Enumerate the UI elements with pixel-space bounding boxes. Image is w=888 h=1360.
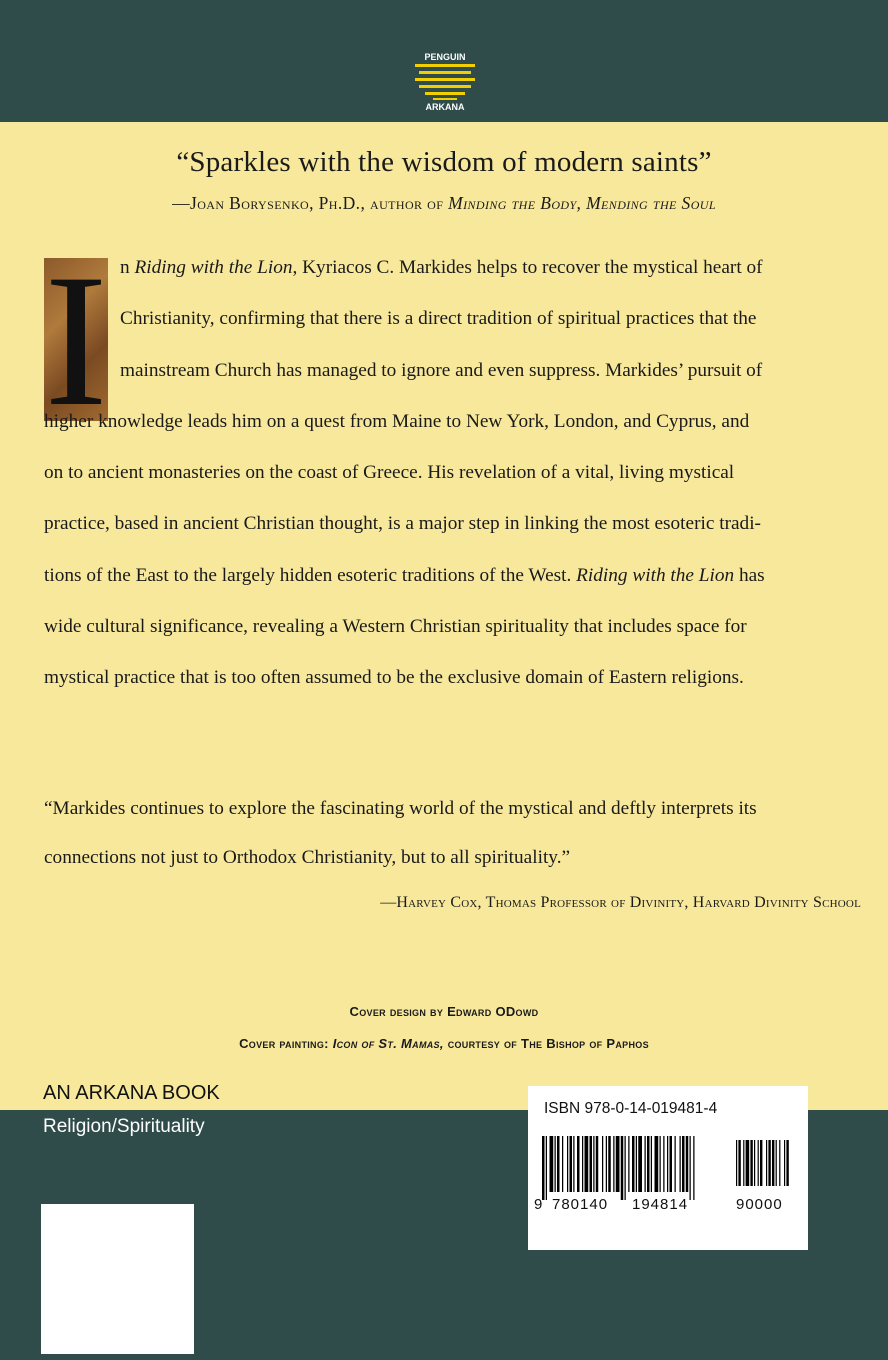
barcode-bar [675,1136,676,1192]
barcode-addon-digits: 90000 [736,1196,783,1213]
barcode-bar [557,1136,560,1192]
description-line: on to ancient monasteries on the coast of Greece. His revelation of a vital, living mystical [44,462,735,484]
description-line: wide cultural significance, revealing a Western Christian spirituality that includes space for [44,616,747,638]
barcode-bar [577,1136,580,1192]
description-line: mainstream Church has managed to ignore and even suppress. Markides’ pursuit of [120,359,763,381]
cover-design-credit: Cover design by Edward ODowd [349,1004,539,1019]
barcode-bar [682,1136,685,1192]
barcode-bar [638,1136,642,1192]
barcode-right-digits: 194814 [632,1196,689,1213]
book-title: Riding with the Lion [134,257,293,278]
description-line [44,242,861,293]
barcode-addon-bar [768,1140,770,1186]
price-sticker-area [41,1204,194,1354]
attribution-author: —Joan Borysenko, Ph.D., author of [172,193,449,213]
line-text: tions of the East to the largely hidden esoteric traditions of the West. [44,564,577,586]
tagline-quote: “Sparkles with the wisdom of modern saints” [176,146,712,178]
barcode-bar [570,1136,573,1192]
barcode-bar [546,1136,547,1200]
barcode-bar [680,1136,681,1192]
barcode-bar [663,1136,664,1192]
barcode-bar [621,1136,624,1200]
barcode-bar [693,1136,694,1200]
barcode-bar [670,1136,673,1192]
barcode-addon-bar [772,1140,774,1186]
barcode-first-digit: 9 [534,1196,543,1213]
description-line: higher knowledge leads him on a quest from Maine to New York, London, and Cyprus, and [44,410,750,432]
barcode-addon-bar [746,1140,750,1186]
harvey-cox-attribution: —Harvey Cox, Thomas Professor of Divinity, Harvard Divinity School [380,894,861,911]
cover-painting-credit [0,1028,888,1060]
harvey-cox-quote [44,784,861,882]
barcode-addon-bar [754,1140,755,1186]
barcode-bar [655,1136,659,1192]
barcode-bar [555,1136,556,1192]
credit-label: Cover painting: [239,1036,333,1051]
line-text: has [734,564,765,586]
attribution-book-title: Minding the Body, Mending the Soul [448,193,716,213]
barcode-label [528,1086,808,1250]
description-line: mystical practice that is too often assumed to be the exclusive domain of Eastern religions. [44,667,744,689]
description-line: Christianity, confirming that there is a direct tradition of spiritual practices that the [120,308,757,330]
barcode-bar [593,1136,594,1192]
barcode-addon-bar [776,1140,777,1186]
drop-cap-letter: I [44,236,108,446]
barcode-bar [573,1136,574,1192]
painting-title: Icon of St. Mamas, [332,1036,444,1051]
barcode-icon [538,1136,798,1200]
line-text: , Kyriacos C. Markides helps to recover the mystical heart of [292,257,763,278]
logo-arkana-text: ARKANA [425,102,465,112]
barcode-bar [567,1136,568,1192]
penguin-arkana-logo [405,42,485,114]
credit-source: courtesy of The Bishop of Paphos [443,1036,649,1051]
cover-credits [0,996,888,1060]
barcode-bar [667,1136,668,1192]
barcode-bar [686,1136,689,1192]
top-band [0,0,888,122]
barcode-addon-bar [736,1140,737,1186]
barcode-bar [628,1136,629,1192]
book-title: Riding with the Lion [576,564,735,586]
logo-penguin-text: PENGUIN [424,52,466,62]
category-label: Religion/Spirituality [43,1116,205,1137]
description-line [44,550,861,601]
barcode-bar [690,1136,691,1200]
barcode-addon-bar [758,1140,759,1186]
barcode-bar [596,1136,599,1192]
barcode-bar [613,1136,614,1192]
barcode-bar [608,1136,611,1192]
barcode-bar [651,1136,652,1192]
barcode-bar [616,1136,620,1192]
barcode-addon-bar [766,1140,767,1186]
barcode-bar [606,1136,607,1192]
barcode-bar [632,1136,635,1192]
isbn-text: ISBN 978-0-14-019481-4 [544,1100,718,1117]
publisher-line: AN ARKANA BOOK [43,1082,220,1104]
barcode-bar [625,1136,626,1200]
tagline-attribution [0,193,888,214]
book-description [44,236,861,704]
barcode-bar [660,1136,661,1192]
line-text: n [120,257,135,278]
barcode-addon-bar [750,1140,752,1186]
quote-line: connections not just to Orthodox Christianity, but to all spirituality.” [44,847,571,868]
barcode-addon-bar [786,1140,788,1186]
quote-line: “Markides continues to explore the fascinating world of the mystical and deftly interprets its [44,798,757,819]
barcode-bar [636,1136,637,1192]
barcode-bar [550,1136,554,1192]
barcode-bar [542,1136,545,1200]
barcode-bar [590,1136,593,1192]
barcode-addon-bar [779,1140,780,1186]
barcode-addon-bar [743,1140,744,1186]
barcode-bar [647,1136,650,1192]
barcode-bar [582,1136,583,1192]
barcode-addon-bar [760,1140,762,1186]
barcode-left-digits: 780140 [552,1196,609,1213]
barcode-addon-bar [738,1140,740,1186]
barcode-bar [602,1136,603,1192]
barcode-bar [585,1136,589,1192]
barcode-bar [562,1136,563,1192]
barcode-addon-bar [784,1140,785,1186]
description-line: practice, based in ancient Christian thought, is a major step in linking the most esoteric tradi- [44,513,761,535]
barcode-bar [645,1136,646,1192]
